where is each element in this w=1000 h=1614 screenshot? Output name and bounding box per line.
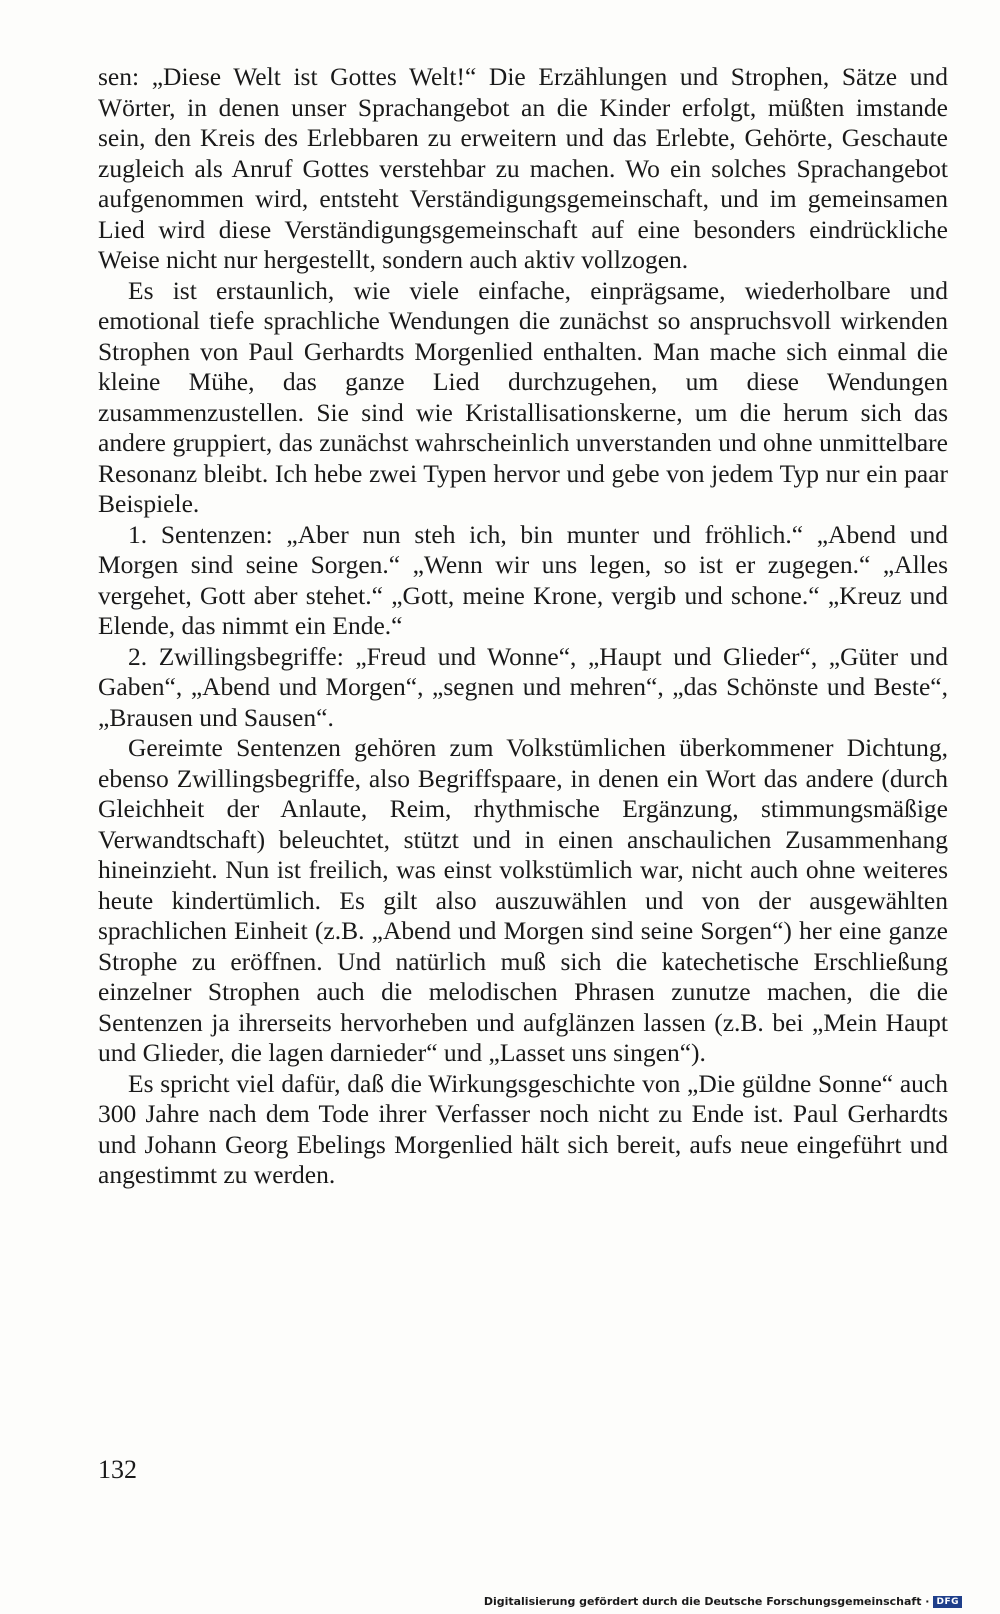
credit-text: Digitalisierung gefördert durch die Deutsche Forschungsgemeinschaft ·: [483, 1595, 930, 1608]
digitization-credit: [484, 1595, 962, 1608]
paragraph-2: Es ist erstaunlich, wie viele einfache, einprägsame, wiederholbare und emotional tiefe sprachliche Wendungen die zunächst so anspruchsvoll wirkenden Strophen von Paul Gerhardts Morgenlied enthalten. Man mache sich einmal die kleine Mühe, das ganze Lied durchzugehen, um diese Wendungen zusammenzustellen. Sie sind wie Kristallisationskerne, um die herum sich das andere gruppiert, das zunächst wahrscheinlich unverstanden und ohne unmittelbare Resonanz bleibt. Ich hebe zwei Typen hervor und gebe von jedem Typ nur ein paar Beispiele.: [98, 275, 948, 518]
paragraph-1: sen: „Diese Welt ist Gottes Welt!“ Die Erzählungen und Strophen, Sätze und Wörter, in denen unser Sprachangebot an die Kinder erfolgt, müßten imstande sein, den Kreis des Erlebbaren zu erweitern und das Erlebte, Gehörte, Geschaute zugleich als Anruf Gottes verstehbar zu machen. Wo ein solches Sprachangebot aufgenommen wird, entsteht Verständigungsgemeinschaft, und im gemeinsamen Lied wird diese Verständigungsgemeinschaft auf eine besonders eindrückliche Weise nicht nur hergestellt, sondern auch aktiv vollzogen.: [98, 62, 948, 274]
paragraph-5: Gereimte Sentenzen gehören zum Volkstümlichen überkommener Dichtung, ebenso Zwillingsbegriffe, also Begriffspaare, in denen ein Wort das andere (durch Gleichheit der Anlaute, Reim, rhythmische Ergänzung, stimmungsmäßige Verwandtschaft) beleuchtet, stützt und in einen anschaulichen Zusammenhang hineinzieht. Nun ist freilich, was einst volkstümlich war, nicht auch ohne weiteres heute kindertümlich. Es gilt also auszuwählen und von der ausgewählten sprachlichen Einheit (z.B. „Abend und Morgen sind seine Sorgen“) her eine ganze Strophe zu eröffnen. Und natürlich muß sich die katechetische Erschließung einzelner Strophen auch die melodischen Phrasen zunutze machen, die die Sentenzen ja ihrerseits hervorheben und aufglänzen lassen (z.B. bei „Mein Haupt und Glieder, die lagen darnieder“ und „Lasset uns singen“).: [98, 733, 948, 1067]
dfg-logo: DFG: [933, 1596, 962, 1608]
page-number: 132: [98, 1455, 137, 1484]
paragraph-6: Es spricht viel dafür, daß die Wirkungsgeschichte von „Die güldne Sonne“ auch 300 Jahre nach dem Tode ihrer Verfasser noch nicht zu Ende ist. Paul Gerhardts und Johann Georg Ebelings Morgenlied hält sich bereit, aufs neue eingeführt und angestimmt zu werden.: [98, 1068, 948, 1189]
paragraph-4: 2. Zwillingsbegriffe: „Freud und Wonne“, „Haupt und Glieder“, „Güter und Gaben“, „Abend und Morgen“, „segnen und mehren“, „das Schönste und Beste“, „Brausen und Sausen“.: [98, 641, 948, 732]
body-text: [98, 62, 948, 1191]
paragraph-3: 1. Sentenzen: „Aber nun steh ich, bin munter und fröhlich.“ „Abend und Morgen sind seine Sorgen.“ „Wenn wir uns legen, so ist er zugegen.“ „Alles vergehet, Gott aber stehet.“ „Gott, meine Krone, vergib und schone.“ „Kreuz und Elende, das nimmt ein Ende.“: [98, 519, 948, 640]
